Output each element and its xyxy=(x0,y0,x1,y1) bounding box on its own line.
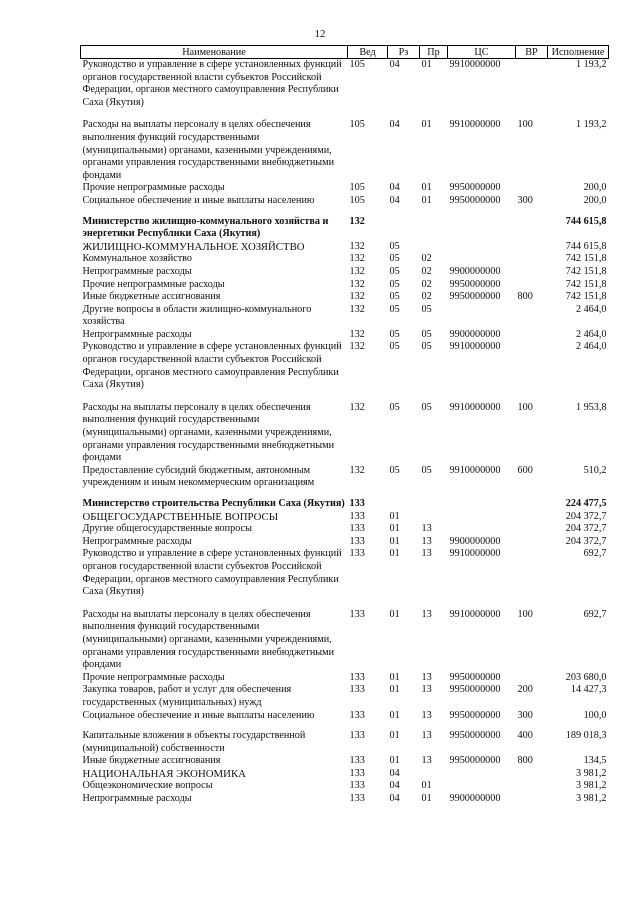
cell-rz: 05 xyxy=(389,464,400,476)
cell-isp: 189 018,3 xyxy=(565,730,607,742)
header-ved: Вед xyxy=(348,46,388,59)
cell-name: Расходы на выплаты персоналу в целях обеспечения выполнения функций государственными (муниципальными) органами, казенными учреждениями, органами управления государственными внебюджетными фондами xyxy=(82,119,335,181)
cell-pr xyxy=(420,498,448,511)
table-row xyxy=(81,216,609,241)
cell-cs: 9900000000 xyxy=(449,265,501,277)
cell-ved: 132 xyxy=(349,328,365,340)
cell-cs: 9950000000 xyxy=(449,194,501,206)
cell-isp: 742 151,8 xyxy=(565,253,607,265)
cell-ved: 132 xyxy=(349,401,365,413)
cell-pr: 01 xyxy=(421,194,432,206)
table-row xyxy=(81,710,609,723)
cell-isp: 1 953,8 xyxy=(575,401,607,413)
cell-name: Непрограммные расходы xyxy=(82,328,192,340)
cell-vr: 400 xyxy=(517,730,533,742)
cell-ved: 105 xyxy=(349,119,365,131)
cell-pr: 05 xyxy=(421,341,432,353)
cell-rz: 04 xyxy=(389,59,400,70)
cell-name: Министерство строительства Республики Саха (Якутия) xyxy=(82,498,345,509)
cell-name: Иные бюджетные ассигнования xyxy=(82,755,221,767)
cell-pr: 13 xyxy=(421,523,432,535)
cell-rz: 04 xyxy=(389,780,400,792)
cell-rz xyxy=(388,216,420,241)
cell-name: Другие общегосударственные вопросы xyxy=(82,523,252,535)
cell-name: Предоставление субсидий бюджетным, автономным учреждениям и иным некоммерческим организациям xyxy=(82,464,315,489)
row-spacer xyxy=(81,722,609,730)
cell-pr: 13 xyxy=(421,535,432,547)
cell-name: Социальное обеспечение и иные выплаты населению xyxy=(82,709,315,721)
cell-vr: 600 xyxy=(517,464,533,476)
cell-rz: 01 xyxy=(389,510,400,522)
cell-cs: 9950000000 xyxy=(449,684,501,696)
cell-isp: 742 151,8 xyxy=(565,265,607,277)
cell-cs xyxy=(448,498,516,511)
cell-ved: 133 xyxy=(349,548,365,560)
cell-rz: 05 xyxy=(389,291,400,303)
cell-ved: 132 xyxy=(349,303,365,315)
table-row xyxy=(81,498,609,511)
row-spacer xyxy=(81,599,609,609)
table-body xyxy=(81,59,609,806)
header-vr: ВР xyxy=(516,46,548,59)
cell-vr: 300 xyxy=(517,194,533,206)
cell-vr xyxy=(516,279,548,292)
cell-cs: 9950000000 xyxy=(449,709,501,721)
cell-vr xyxy=(516,511,548,524)
cell-cs: 9950000000 xyxy=(449,291,501,303)
cell-vr xyxy=(516,304,548,329)
cell-name: Расходы на выплаты персоналу в целях обеспечения выполнения функций государственными (муниципальными) органами, казенными учреждениями, органами управления государственными внебюджетными фондами xyxy=(82,401,335,464)
cell-name: Непрограммные расходы xyxy=(82,265,192,277)
spacer-cell xyxy=(81,208,609,216)
cell-ved: 132 xyxy=(349,291,365,303)
cell-name: Руководство и управление в сфере установленных функций органов государственной власти субъектов Российской Федерации, органов местного самоуправления Республики Саха (Якутия) xyxy=(82,548,342,598)
cell-name: Расходы на выплаты персоналу в целях обеспечения выполнения функций государственными (муниципальными) органами, казенными учреждениями, органами управления государственными внебюджетными фондами xyxy=(82,608,335,671)
cell-ved: 105 xyxy=(349,182,365,194)
cell-isp: 2 464,0 xyxy=(575,341,607,353)
cell-name: Прочие непрограммные расходы xyxy=(82,182,225,194)
cell-vr xyxy=(516,241,548,254)
cell-pr: 01 xyxy=(421,59,432,70)
cell-pr: 02 xyxy=(421,265,432,277)
cell-cs xyxy=(448,511,516,524)
table-row xyxy=(81,793,609,806)
cell-pr: 02 xyxy=(421,278,432,290)
cell-cs xyxy=(448,216,516,241)
cell-vr xyxy=(516,329,548,342)
table-row xyxy=(81,119,609,182)
cell-cs xyxy=(448,241,516,254)
cell-vr: 800 xyxy=(517,291,533,303)
table-row xyxy=(81,291,609,304)
cell-rz: 01 xyxy=(389,684,400,696)
header-pr: Пр xyxy=(420,46,448,59)
table-row xyxy=(81,755,609,768)
cell-isp: 204 372,7 xyxy=(565,510,607,522)
table-row xyxy=(81,536,609,549)
cell-vr xyxy=(516,253,548,266)
cell-pr: 01 xyxy=(421,119,432,131)
cell-vr xyxy=(516,498,548,511)
cell-name: Общеэкономические вопросы xyxy=(82,780,213,792)
cell-rz: 05 xyxy=(389,240,400,252)
cell-ved: 133 xyxy=(349,767,365,779)
cell-cs xyxy=(448,780,516,793)
cell-ved: 132 xyxy=(349,341,365,353)
spacer-cell xyxy=(81,392,609,402)
page-number: 12 xyxy=(314,28,326,40)
cell-vr xyxy=(516,523,548,536)
cell-vr: 100 xyxy=(517,401,533,413)
cell-name: Руководство и управление в сфере установленных функций органов государственной власти субъектов Российской Федерации, органов местного самоуправления Республики Саха (Якутия) xyxy=(82,341,342,391)
table-row xyxy=(81,182,609,195)
cell-isp: 203 680,0 xyxy=(565,671,607,683)
cell-ved: 133 xyxy=(349,684,365,696)
cell-ved: 133 xyxy=(349,608,365,620)
cell-cs: 9910000000 xyxy=(449,59,501,70)
cell-vr xyxy=(516,266,548,279)
cell-isp: 100,0 xyxy=(583,709,607,721)
cell-vr xyxy=(516,341,548,391)
header-name: Наименование xyxy=(81,46,348,59)
cell-rz: 01 xyxy=(389,730,400,742)
header-rz: Рз xyxy=(388,46,420,59)
cell-pr: 02 xyxy=(421,291,432,303)
cell-ved: 133 xyxy=(349,793,365,805)
cell-ved: 132 xyxy=(349,265,365,277)
cell-name: ОБЩЕГОСУДАРСТВЕННЫЕ ВОПРОСЫ xyxy=(82,510,279,523)
cell-vr: 800 xyxy=(517,755,533,767)
cell-ved: 105 xyxy=(349,59,365,70)
cell-cs xyxy=(448,768,516,781)
cell-rz: 04 xyxy=(389,194,400,206)
row-spacer xyxy=(81,490,609,498)
cell-isp: 204 372,7 xyxy=(565,535,607,547)
cell-isp: 2 464,0 xyxy=(575,303,607,315)
spacer-cell xyxy=(81,109,609,119)
table-row xyxy=(81,241,609,254)
cell-ved: 133 xyxy=(349,498,365,509)
header-cs: ЦС xyxy=(448,46,516,59)
table-row xyxy=(81,672,609,685)
cell-vr xyxy=(516,216,548,241)
cell-vr: 300 xyxy=(517,709,533,721)
cell-cs: 9900000000 xyxy=(449,535,501,547)
cell-rz: 05 xyxy=(389,341,400,353)
cell-isp: 742 151,8 xyxy=(565,278,607,290)
table-row xyxy=(81,402,609,465)
table-row xyxy=(81,730,609,755)
table-row xyxy=(81,266,609,279)
cell-ved: 133 xyxy=(349,730,365,742)
cell-pr: 01 xyxy=(421,182,432,194)
cell-pr: 13 xyxy=(421,608,432,620)
cell-name: Коммунальное хозяйство xyxy=(82,253,192,265)
cell-rz: 01 xyxy=(389,535,400,547)
cell-name: Другие вопросы в области жилищно-коммунального хозяйства xyxy=(82,303,312,328)
cell-isp: 1 193,2 xyxy=(575,59,607,70)
cell-vr xyxy=(516,780,548,793)
table-row xyxy=(81,253,609,266)
cell-rz xyxy=(388,498,420,511)
table-row xyxy=(81,329,609,342)
cell-isp: 134,5 xyxy=(583,755,607,767)
cell-cs: 9910000000 xyxy=(449,341,501,353)
cell-pr: 05 xyxy=(421,303,432,315)
cell-rz: 05 xyxy=(389,265,400,277)
row-spacer xyxy=(81,208,609,216)
cell-isp: 3 981,2 xyxy=(575,780,607,792)
cell-rz: 01 xyxy=(389,671,400,683)
cell-pr: 01 xyxy=(421,793,432,805)
table-header xyxy=(81,46,609,59)
cell-cs: 9910000000 xyxy=(449,119,501,131)
cell-vr xyxy=(516,182,548,195)
cell-cs: 9910000000 xyxy=(449,464,501,476)
cell-rz: 04 xyxy=(389,767,400,779)
table-row xyxy=(81,304,609,329)
cell-ved: 132 xyxy=(349,278,365,290)
cell-isp: 692,7 xyxy=(583,548,607,560)
cell-name: Закупка товаров, работ и услуг для обеспечения государственных (муниципальных) нужд xyxy=(82,684,292,708)
cell-vr: 100 xyxy=(517,119,533,131)
cell-pr: 13 xyxy=(421,755,432,767)
cell-isp: 14 427,3 xyxy=(570,684,607,696)
cell-cs: 9910000000 xyxy=(449,548,501,560)
table-row xyxy=(81,548,609,598)
cell-ved: 133 xyxy=(349,510,365,522)
row-spacer xyxy=(81,392,609,402)
cell-cs: 9900000000 xyxy=(449,328,501,340)
cell-cs: 9900000000 xyxy=(449,793,501,805)
budget-table xyxy=(80,45,609,806)
cell-rz: 01 xyxy=(389,523,400,535)
cell-vr: 100 xyxy=(517,608,533,620)
cell-isp: 3 981,2 xyxy=(575,793,607,805)
cell-rz: 05 xyxy=(389,278,400,290)
cell-pr: 13 xyxy=(421,684,432,696)
table-row xyxy=(81,465,609,490)
cell-pr: 13 xyxy=(421,548,432,560)
cell-cs: 9950000000 xyxy=(449,755,501,767)
cell-name: Прочие непрограммные расходы xyxy=(82,671,225,683)
cell-ved: 132 xyxy=(349,464,365,476)
cell-isp: 692,7 xyxy=(583,608,607,620)
table-row xyxy=(81,780,609,793)
cell-ved: 133 xyxy=(349,755,365,767)
cell-isp: 510,2 xyxy=(583,464,607,476)
cell-rz: 01 xyxy=(389,548,400,560)
cell-pr: 01 xyxy=(421,780,432,792)
cell-cs xyxy=(448,253,516,266)
header-isp: Исполнение xyxy=(548,46,609,59)
table-row xyxy=(81,195,609,208)
cell-cs xyxy=(448,523,516,536)
cell-name: ЖИЛИЩНО-КОММУНАЛЬНОЕ ХОЗЯЙСТВО xyxy=(82,240,305,253)
cell-rz: 04 xyxy=(389,793,400,805)
cell-name: Прочие непрограммные расходы xyxy=(82,278,225,290)
cell-ved: 133 xyxy=(349,709,365,721)
cell-pr xyxy=(420,216,448,241)
cell-cs: 9910000000 xyxy=(449,608,501,620)
cell-cs: 9950000000 xyxy=(449,182,501,194)
cell-pr xyxy=(420,511,448,524)
cell-rz: 05 xyxy=(389,303,400,315)
cell-vr: 200 xyxy=(517,684,533,696)
cell-pr: 05 xyxy=(421,464,432,476)
cell-isp: 3 981,2 xyxy=(575,767,607,779)
table-row xyxy=(81,609,609,672)
cell-cs: 9950000000 xyxy=(449,730,501,742)
row-spacer xyxy=(81,109,609,119)
cell-name: Непрограммные расходы xyxy=(82,793,192,805)
cell-isp: 742 151,8 xyxy=(565,291,607,303)
cell-ved: 132 xyxy=(349,215,365,227)
table-row xyxy=(81,511,609,524)
cell-isp: 204 372,7 xyxy=(565,523,607,535)
cell-rz: 01 xyxy=(389,709,400,721)
cell-name: Социальное обеспечение и иные выплаты населению xyxy=(82,194,315,206)
cell-rz: 01 xyxy=(389,755,400,767)
table-row xyxy=(81,768,609,781)
cell-isp: 2 464,0 xyxy=(575,328,607,340)
cell-rz: 05 xyxy=(389,253,400,265)
cell-pr: 05 xyxy=(421,328,432,340)
spacer-cell xyxy=(81,490,609,498)
cell-cs: 9950000000 xyxy=(449,671,501,683)
cell-rz: 04 xyxy=(389,182,400,194)
cell-pr: 05 xyxy=(421,401,432,413)
spacer-cell xyxy=(81,722,609,730)
cell-ved: 133 xyxy=(349,780,365,792)
cell-vr xyxy=(516,768,548,781)
table-row xyxy=(81,684,609,709)
cell-ved: 133 xyxy=(349,523,365,535)
cell-pr: 13 xyxy=(421,730,432,742)
cell-isp: 200,0 xyxy=(583,182,607,194)
cell-pr xyxy=(420,768,448,781)
cell-pr: 13 xyxy=(421,671,432,683)
cell-rz: 04 xyxy=(389,119,400,131)
spacer-cell xyxy=(81,599,609,609)
cell-name: Капитальные вложения в объекты государственной (муниципальной) собственности xyxy=(82,730,306,754)
cell-rz: 01 xyxy=(389,608,400,620)
cell-pr: 02 xyxy=(421,253,432,265)
cell-vr xyxy=(516,793,548,806)
cell-rz: 05 xyxy=(389,401,400,413)
cell-pr: 13 xyxy=(421,709,432,721)
cell-ved: 105 xyxy=(349,194,365,206)
cell-vr xyxy=(516,536,548,549)
cell-cs: 9910000000 xyxy=(449,401,501,413)
cell-vr xyxy=(516,672,548,685)
cell-vr xyxy=(516,548,548,598)
table-row xyxy=(81,59,609,110)
cell-cs: 9950000000 xyxy=(449,278,501,290)
cell-ved: 133 xyxy=(349,671,365,683)
cell-isp: 744 615,8 xyxy=(565,240,607,252)
cell-ved: 132 xyxy=(349,253,365,265)
cell-isp: 200,0 xyxy=(583,194,607,206)
cell-name: Непрограммные расходы xyxy=(82,535,192,547)
cell-rz: 05 xyxy=(389,328,400,340)
cell-ved: 133 xyxy=(349,535,365,547)
cell-name: Министерство жилищно-коммунального хозяйства и энергетики Республики Саха (Якутия) xyxy=(82,215,329,240)
cell-vr xyxy=(516,59,548,110)
table-row xyxy=(81,523,609,536)
cell-name: НАЦИОНАЛЬНАЯ ЭКОНОМИКА xyxy=(82,767,246,780)
cell-cs xyxy=(448,304,516,329)
cell-ved: 132 xyxy=(349,240,365,252)
table-row xyxy=(81,341,609,391)
table-row xyxy=(81,279,609,292)
cell-pr xyxy=(420,241,448,254)
cell-isp: 224 477,5 xyxy=(565,498,607,509)
cell-isp: 744 615,8 xyxy=(565,215,607,227)
cell-isp: 1 193,2 xyxy=(575,119,607,131)
cell-name: Иные бюджетные ассигнования xyxy=(82,291,221,303)
cell-name: Руководство и управление в сфере установленных функций органов государственной власти субъектов Российской Федерации, органов местного самоуправления Республики Саха (Якутия) xyxy=(82,59,342,108)
